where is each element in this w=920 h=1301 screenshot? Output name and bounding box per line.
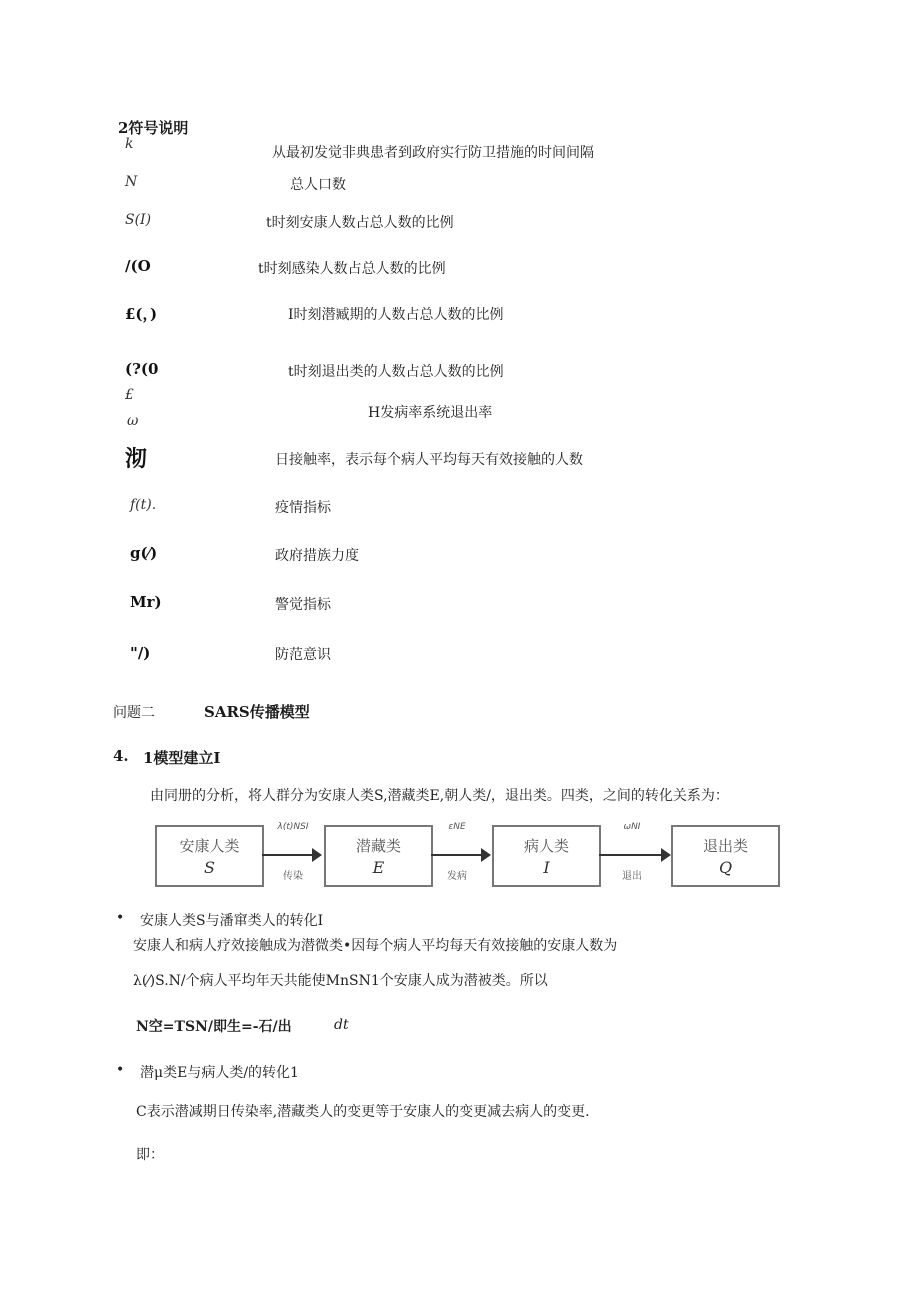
symbol-h-desc: 防范意识 [275,647,331,663]
box-susceptible [155,825,264,887]
bullet-2-line-1: C表示潜减期日传染率,潜藏类人的变更等于安康人的变更减去病人的变更. [136,1104,590,1120]
box-removed [671,825,780,887]
arrow-1-label: 传染 [283,871,303,882]
problem-label: 问题二 [113,705,155,721]
problem-title: SARS传播模型 [204,703,310,721]
box-susceptible-name: 安康人类 [179,837,240,855]
symbol-f: f(t). [130,497,157,513]
symbol-I: /(O [125,257,151,275]
arrow-1 [262,854,320,856]
subsection-number: 4. [113,747,129,765]
box-removed-symbol: Q [718,858,733,877]
subsection-title: 1模型建立I [143,749,221,767]
symbol-E-desc: I时刻潜臧期的人数占总人数的比例 [288,307,504,323]
symbol-omega: ω [127,413,139,429]
symbol-g: g(⁄) [130,544,158,562]
symbol-lambda-desc: 日接触率，表示每个病人平均每天有效接触的人数 [275,452,583,468]
bullet-1-line-2: λ(⁄)S.N/个病人平均年天共能使MnSN1个安康人成为潜被类。所以 [133,973,548,989]
symbol-M-desc: 警觉指标 [275,597,331,613]
arrow-2 [431,854,489,856]
bullet-1-title: 安康人类S与潘窜类人的转化I [140,913,324,929]
symbol-N: N [125,174,138,190]
bullet-2-title: 潜μ类E与病人类/的转化1 [140,1065,299,1081]
box-infected-name: 病人类 [523,837,569,855]
symbol-S: S(I) [125,212,152,228]
symbol-h: "/) [130,644,151,662]
box-infected-symbol: I [543,858,550,877]
box-infected [492,825,601,887]
symbol-I-desc: t时刻感染人数占总人数的比例 [258,261,446,277]
bullet-1-marker: • [116,910,125,926]
formula-1-dt: dt [334,1017,349,1033]
box-removed-name: 退出类 [702,837,748,855]
symbol-N-desc: 总人口数 [290,177,346,193]
arrow-2-label: 发病 [447,871,467,882]
symbol-epsilon: £ [125,387,134,403]
bullet-2-marker: • [116,1062,125,1078]
section-title: 2符号说明 [118,119,189,137]
box-susceptible-symbol: S [204,858,215,877]
symbol-g-desc: 政府措族力度 [275,548,359,564]
symbol-lambda: 沏 [125,446,148,472]
box-exposed-symbol: E [372,858,385,877]
transition-diagram [150,817,790,900]
symbol-f-desc: 疫情指标 [275,500,331,516]
symbol-Q: (?(0 [125,360,159,378]
symbol-Q-desc: t时刻退出类的人数占总人数的比例 [288,364,504,380]
symbol-k-desc: 从最初发觉非典患者到政府实行防卫措施的时间间隔 [272,145,594,161]
arrow-3-label: 退出 [622,871,642,882]
arrow-3 [599,854,669,856]
bullet-1-line-1: 安康人和病人疗效接触成为潜微类•因每个病人平均每天有效接触的安康人数为 [133,938,618,954]
arrow-2-rate: εNE [448,822,466,832]
symbol-S-desc: t时刻安康人数占总人数的比例 [266,215,454,231]
box-exposed-name: 潜藏类 [355,837,401,855]
bullet-2-line-2: 即： [136,1147,164,1163]
arrow-1-rate: λ(t)NSI [277,822,309,832]
symbol-E: £(，) [125,305,158,323]
symbol-M: Mr) [130,593,162,611]
formula-1: N空=TSN/即生=-石/出 [136,1019,292,1035]
box-exposed [324,825,433,887]
symbol-epsilon-desc: H发病率系统退出率 [368,405,493,421]
intro-paragraph: 由同册的分析，将人群分为安康人类S,潜藏类E,朝人类/，退出类。四类，之间的转化关系为： [150,788,729,804]
arrow-3-rate: ωNI [623,822,641,832]
symbol-k: k [125,136,134,152]
